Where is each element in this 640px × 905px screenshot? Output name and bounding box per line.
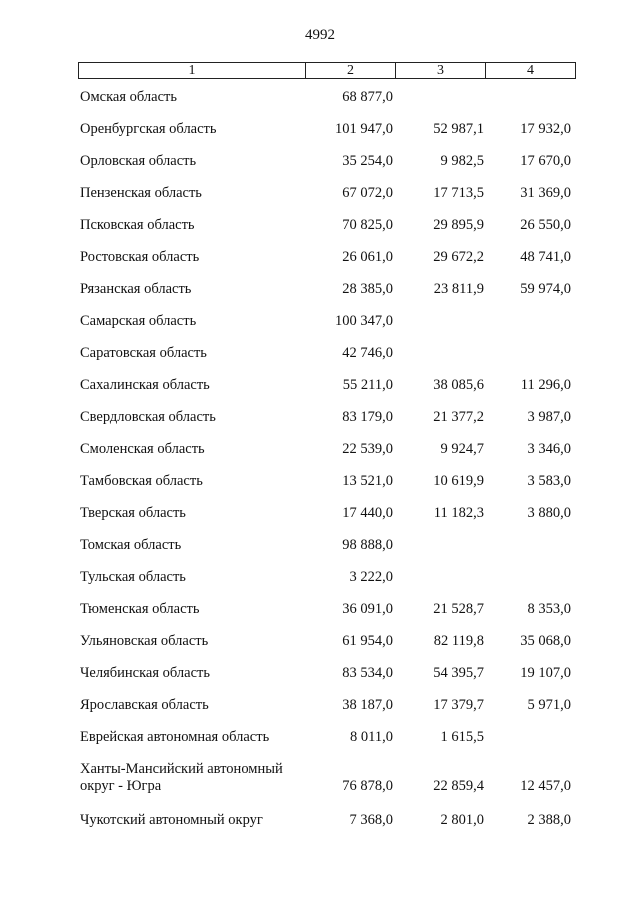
table-row — [0, 497, 640, 529]
value-col-3: 9 924,7 — [440, 441, 484, 457]
table-row — [0, 81, 640, 113]
value-col-3: 1 615,5 — [440, 729, 484, 745]
table-row — [0, 465, 640, 497]
value-col-4: 2 388,0 — [527, 812, 571, 828]
value-col-4: 17 932,0 — [520, 121, 571, 137]
value-col-2: 36 091,0 — [342, 601, 393, 617]
header-col-1: 1 — [79, 63, 306, 79]
region-name: Томская область — [80, 537, 182, 553]
table-row — [0, 689, 640, 721]
table-row — [0, 273, 640, 305]
value-col-2: 68 877,0 — [342, 89, 393, 105]
table-row — [0, 305, 640, 337]
table-row — [0, 804, 640, 836]
table-body — [0, 81, 640, 836]
table-row — [0, 145, 640, 177]
value-col-2: 3 222,0 — [349, 569, 393, 585]
region-name: Ханты-Мансийский автономный округ - Югра — [80, 761, 283, 794]
value-col-2: 42 746,0 — [342, 345, 393, 361]
header-col-4: 4 — [486, 63, 576, 79]
region-name: Свердловская область — [80, 409, 216, 425]
value-col-2: 100 347,0 — [335, 313, 393, 329]
value-col-3: 21 528,7 — [433, 601, 484, 617]
header-col-2: 2 — [306, 63, 396, 79]
region-name: Рязанская область — [80, 281, 192, 297]
value-col-2: 76 878,0 — [342, 778, 393, 794]
value-col-2: 7 368,0 — [349, 812, 393, 828]
value-col-2: 83 179,0 — [342, 409, 393, 425]
table-row — [0, 753, 640, 804]
value-col-2: 38 187,0 — [342, 697, 393, 713]
region-name: Орловская область — [80, 153, 197, 169]
value-col-3: 11 182,3 — [433, 505, 484, 521]
region-name: Ульяновская область — [80, 633, 209, 649]
table-row — [0, 177, 640, 209]
table-row — [0, 401, 640, 433]
value-col-3: 38 085,6 — [433, 377, 484, 393]
table-row — [0, 593, 640, 625]
value-col-4: 3 346,0 — [527, 441, 571, 457]
page-number: 4992 — [305, 27, 335, 43]
value-col-3: 9 982,5 — [440, 153, 484, 169]
value-col-2: 101 947,0 — [335, 121, 393, 137]
region-name: Чукотский автономный округ — [80, 812, 263, 828]
value-col-2: 17 440,0 — [342, 505, 393, 521]
region-name: Еврейская автономная область — [80, 729, 270, 745]
region-name: Ростовская область — [80, 249, 200, 265]
value-col-4: 3 987,0 — [527, 409, 571, 425]
value-col-4: 35 068,0 — [520, 633, 571, 649]
value-col-4: 59 974,0 — [520, 281, 571, 297]
table-row — [0, 529, 640, 561]
value-col-2: 13 521,0 — [342, 473, 393, 489]
table-row — [0, 657, 640, 689]
value-col-3: 82 119,8 — [433, 633, 484, 649]
header-col-3: 3 — [396, 63, 486, 79]
region-name: Тульская область — [80, 569, 186, 585]
table-row — [0, 561, 640, 593]
value-col-3: 22 859,4 — [433, 778, 484, 794]
region-name: Сахалинская область — [80, 377, 210, 393]
value-col-4: 19 107,0 — [520, 665, 571, 681]
value-col-2: 26 061,0 — [342, 249, 393, 265]
region-name: Ярославская область — [80, 697, 209, 713]
table-row — [0, 337, 640, 369]
region-name: Тамбовская область — [80, 473, 203, 489]
table-row — [0, 721, 640, 753]
region-name: Челябинская область — [80, 665, 210, 681]
value-col-4: 26 550,0 — [520, 217, 571, 233]
value-col-2: 22 539,0 — [342, 441, 393, 457]
value-col-2: 28 385,0 — [342, 281, 393, 297]
value-col-3: 29 895,9 — [433, 217, 484, 233]
table-row — [0, 113, 640, 145]
value-col-2: 98 888,0 — [342, 537, 393, 553]
region-name: Псковская область — [80, 217, 195, 233]
value-col-2: 61 954,0 — [342, 633, 393, 649]
region-name: Оренбургская область — [80, 121, 217, 137]
value-col-3: 54 395,7 — [433, 665, 484, 681]
table-row — [0, 433, 640, 465]
region-name: Омская область — [80, 89, 177, 105]
region-name: Тюменская область — [80, 601, 200, 617]
value-col-3: 21 377,2 — [433, 409, 484, 425]
region-name: Саратовская область — [80, 345, 207, 361]
table-row — [0, 369, 640, 401]
value-col-4: 5 971,0 — [527, 697, 571, 713]
region-name: Самарская область — [80, 313, 197, 329]
region-name: Смоленская область — [80, 441, 205, 457]
value-col-2: 55 211,0 — [342, 377, 393, 393]
value-col-3: 10 619,9 — [433, 473, 484, 489]
value-col-3: 23 811,9 — [433, 281, 484, 297]
value-col-2: 35 254,0 — [342, 153, 393, 169]
value-col-2: 70 825,0 — [342, 217, 393, 233]
table-row — [0, 209, 640, 241]
value-col-4: 3 880,0 — [527, 505, 571, 521]
value-col-4: 31 369,0 — [520, 185, 571, 201]
region-name: Тверская область — [80, 505, 186, 521]
table-row — [0, 241, 640, 273]
value-col-4: 17 670,0 — [520, 153, 571, 169]
value-col-4: 48 741,0 — [520, 249, 571, 265]
value-col-2: 83 534,0 — [342, 665, 393, 681]
region-name: Пензенская область — [80, 185, 202, 201]
value-col-3: 29 672,2 — [433, 249, 484, 265]
value-col-3: 17 379,7 — [433, 697, 484, 713]
value-col-2: 67 072,0 — [342, 185, 393, 201]
value-col-4: 11 296,0 — [520, 377, 571, 393]
value-col-2: 8 011,0 — [350, 729, 393, 745]
value-col-4: 12 457,0 — [520, 778, 571, 794]
table-row — [0, 625, 640, 657]
header-row — [79, 63, 576, 79]
value-col-4: 8 353,0 — [527, 601, 571, 617]
table-header — [78, 62, 576, 79]
value-col-3: 52 987,1 — [433, 121, 484, 137]
value-col-4: 3 583,0 — [527, 473, 571, 489]
value-col-3: 2 801,0 — [440, 812, 484, 828]
value-col-3: 17 713,5 — [433, 185, 484, 201]
